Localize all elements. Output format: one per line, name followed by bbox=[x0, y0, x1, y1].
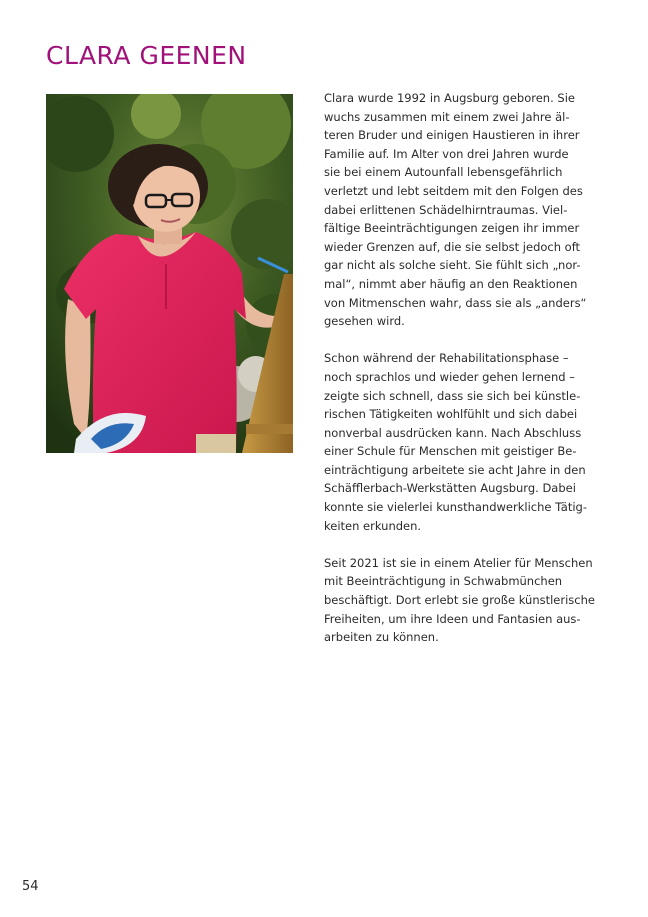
text-line: zeigte sich schnell, dass sie sich bei künstle- bbox=[324, 388, 581, 403]
text-line: dabei erlittenen Schädelhirntraumas. Viel- bbox=[324, 202, 568, 217]
text-line: gar nicht als solche sieht. Sie fühlt sich „nor- bbox=[324, 258, 581, 273]
portrait-photo bbox=[46, 94, 293, 453]
text-line: Schon während der Rehabilitationsphase – bbox=[324, 351, 569, 366]
text-line: mal“, nimmt aber häufig an den Reaktionen bbox=[324, 276, 578, 291]
text-line: Clara wurde 1992 in Augsburg geboren. Sie bbox=[324, 91, 575, 105]
text-line: arbeiten zu können. bbox=[324, 630, 439, 645]
text-line: einer Schule für Menschen mit geistiger Be- bbox=[324, 444, 577, 459]
text-line: sie bei einem Autounfall lebensgefährlich bbox=[324, 165, 563, 180]
text-line: beschäftigt. Dort erlebt sie große künstlerische bbox=[324, 593, 595, 608]
text-line: konnte sie vielerlei kunsthandwerkliche Tätig- bbox=[324, 500, 588, 515]
text-line: wuchs zusammen mit einem zwei Jahre äl- bbox=[324, 109, 570, 124]
text-line: wieder Grenzen auf, die sie selbst jedoch oft bbox=[324, 239, 581, 254]
text-line: mit Beeinträchtigung in Schwabmünchen bbox=[324, 574, 563, 589]
text-line: von Mitmenschen wahr, dass sie als „anders“ bbox=[324, 295, 587, 310]
text-line: fältige Beeinträchtigungen zeigen ihr immer bbox=[324, 221, 580, 236]
text-line: rischen Tätigkeiten wohlfühlt und sich dabei bbox=[324, 407, 578, 422]
text-line: nonverbal ausdrücken kann. Nach Abschluss bbox=[324, 425, 582, 440]
text-line: einträchtigung arbeitete sie acht Jahre in den bbox=[324, 462, 586, 477]
text-line: Freiheiten, um ihre Ideen und Fantasien aus- bbox=[324, 611, 581, 626]
text-line: verletzt und lebt seitdem mit den Folgen des bbox=[324, 183, 583, 198]
paragraph bbox=[324, 349, 586, 535]
page-title: CLARA GEENEN bbox=[46, 41, 247, 70]
text-line: Familie auf. Im Alter von drei Jahren wurde bbox=[324, 146, 569, 161]
page-number: 54 bbox=[22, 879, 39, 894]
text-line: Seit 2021 ist sie in einem Atelier für Menschen bbox=[324, 555, 593, 570]
text-line: gesehen wird. bbox=[324, 314, 405, 329]
text-line: teren Bruder und einigen Haustieren in ihrer bbox=[324, 128, 580, 143]
text-line: Schäfflerbach-Werkstätten Augsburg. Dabei bbox=[324, 481, 576, 496]
paragraph bbox=[324, 554, 595, 647]
text-line: noch sprachlos und wieder gehen lernend – bbox=[324, 369, 575, 384]
paragraph bbox=[324, 89, 586, 331]
text-line: keiten erkunden. bbox=[324, 518, 422, 533]
portrait-illustration bbox=[46, 94, 293, 453]
biography-text bbox=[324, 89, 595, 665]
